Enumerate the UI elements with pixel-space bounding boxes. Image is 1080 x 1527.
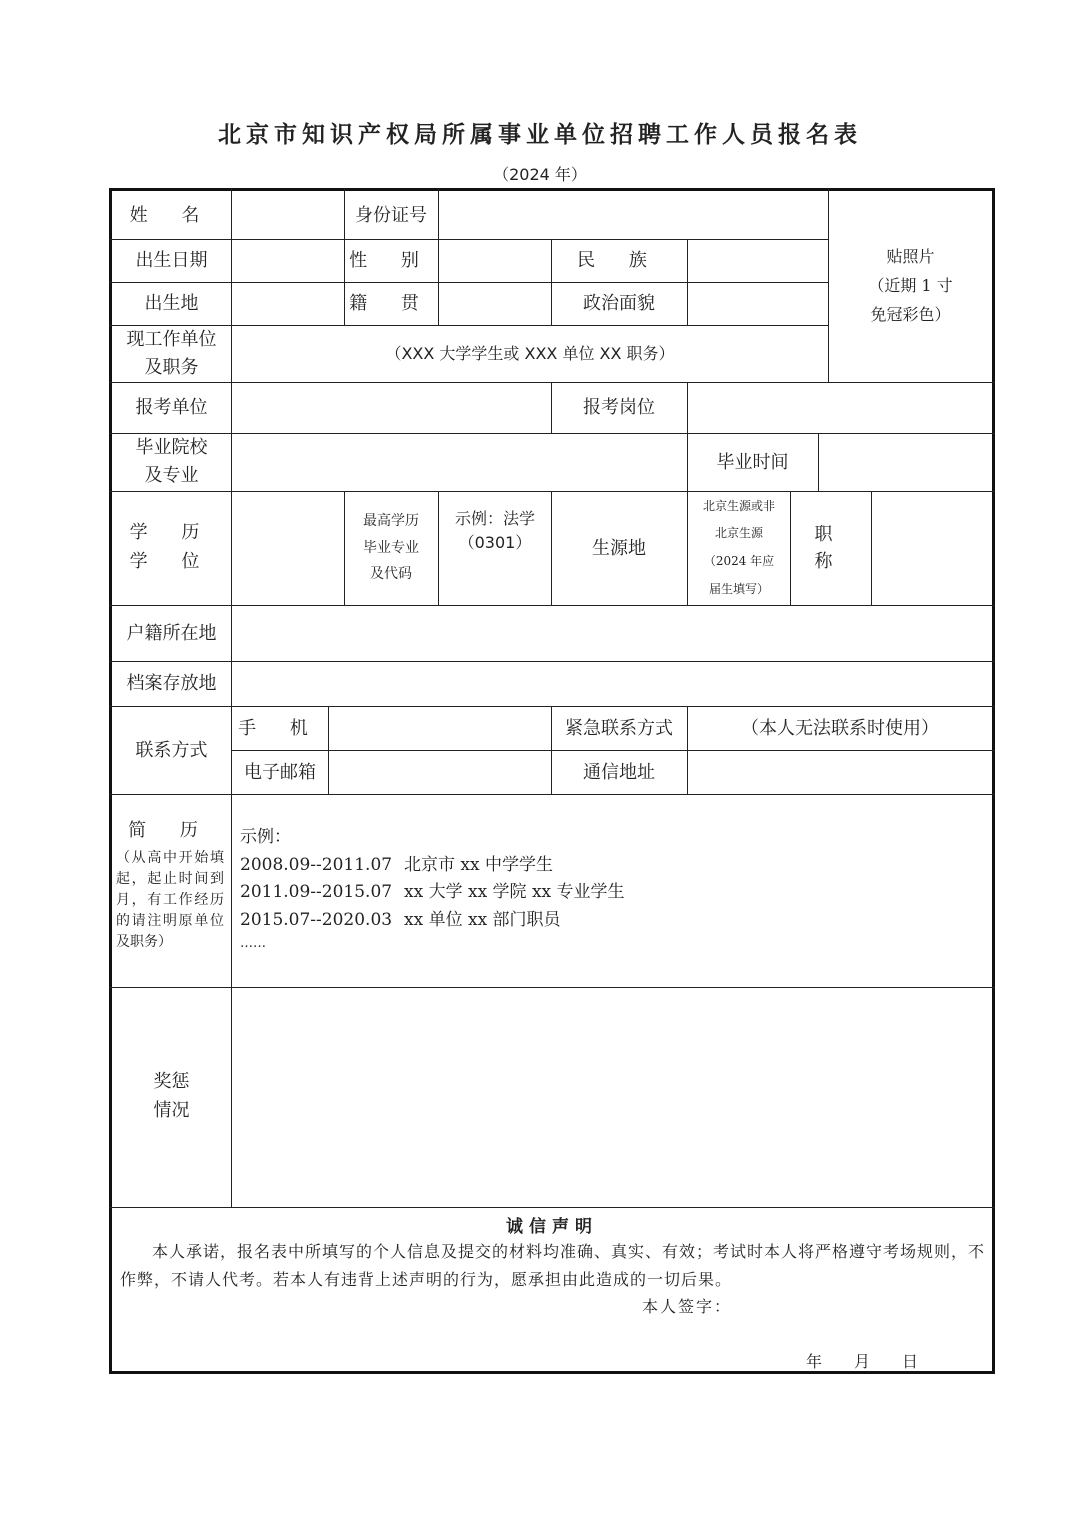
resume-ellipsis: ……: [240, 936, 266, 951]
major-code-label-line-2: 毕业专业: [363, 539, 419, 556]
ethnicity-input[interactable]: [688, 239, 828, 282]
origin-hint-line-1: 北京生源或非: [702, 498, 775, 513]
political-status-input[interactable]: [688, 282, 828, 325]
native-place-label: 籍 贯: [349, 293, 433, 314]
declaration-text: 本人承诺，报名表中所填写的个人信息及提交的材料均准确、真实、有效；考试时本人将严格遵守考场规则，不作弊，不请人代考。若本人有违背上述声明的行为，愿承担由此造成的一切后果。: [120, 1242, 986, 1289]
resume-label: [116, 816, 224, 953]
name-input[interactable]: [232, 191, 344, 239]
birthplace-input[interactable]: [232, 282, 344, 325]
id-number-input[interactable]: [439, 191, 828, 239]
resume-desc: xx 大学 xx 学院 xx 专业学生: [404, 882, 625, 902]
education-label-line-1: 学 历: [129, 522, 214, 544]
hukou-input[interactable]: [232, 605, 992, 661]
gender-label: 性 别: [349, 250, 433, 271]
grad-time-input[interactable]: [819, 433, 992, 491]
name-label: 姓 名: [129, 204, 214, 226]
origin-hint-line-3: （2024 年应: [703, 554, 775, 568]
grad-time-label: 毕业时间: [716, 451, 789, 473]
archive-label: 档案存放地: [126, 673, 217, 694]
date-month-label: 月: [854, 1352, 871, 1371]
contact-label: 联系方式: [135, 739, 208, 761]
archive-input[interactable]: [232, 661, 992, 706]
awards-label-line-1: 奖惩: [153, 1071, 190, 1093]
email-label: 电子邮箱: [244, 761, 316, 783]
work-unit-label-line-1: 现工作单位: [126, 328, 217, 350]
origin-label: 生源地: [592, 537, 646, 559]
apply-unit-input[interactable]: [232, 382, 551, 433]
form-title: 北京市知识产权局所属事业单位招聘工作人员报名表: [218, 122, 862, 148]
resume-heading: 简 历: [128, 820, 212, 841]
address-label: 通信地址: [583, 761, 655, 783]
resume-desc: 北京市 xx 中学学生: [404, 854, 553, 875]
major-code-label-line-3: 及代码: [370, 566, 412, 583]
major-code-label: [344, 491, 438, 605]
professional-title-label: 职 称: [814, 524, 847, 572]
form-year: （2024 年）: [493, 165, 587, 184]
ethnicity-label: 民 族: [577, 250, 661, 271]
apply-post-input[interactable]: [688, 382, 992, 433]
origin-hint-line-4: 届生填写）: [708, 581, 769, 596]
resume-example-label: 示例：: [240, 827, 291, 847]
political-status-label: 政治面貌: [583, 293, 655, 314]
hukou-label: 户籍所在地: [126, 622, 217, 644]
work-unit-label-line-2: 及职务: [144, 356, 199, 378]
address-input[interactable]: [688, 750, 992, 794]
resume-desc: xx 单位 xx 部门职员: [404, 909, 561, 930]
photo-line-1: 贴照片: [886, 247, 935, 267]
date-day-label: 日: [902, 1352, 919, 1371]
origin-input[interactable]: [688, 491, 790, 605]
education-label: [112, 491, 231, 605]
apply-post-label: 报考岗位: [583, 397, 655, 418]
id-number-label: 身份证号: [355, 204, 427, 226]
school-label-line-1: 毕业院校: [135, 437, 208, 459]
mobile-input[interactable]: [329, 706, 551, 750]
mobile-label: 手 机: [238, 717, 322, 739]
photo-box[interactable]: [829, 191, 992, 382]
resume-note: （从高中开始填起，起止时间到月，有工作经历的请注明原单位及职务）: [116, 850, 224, 950]
birth-date-label: 出生日期: [135, 250, 208, 271]
photo-line-2: （近期 1 寸: [868, 276, 953, 296]
resume-period: 2008.09--2011.07: [240, 854, 393, 875]
education-label-line-2: 学 位: [129, 551, 214, 572]
school-input[interactable]: [232, 433, 687, 491]
emergency-contact-input[interactable]: （本人无法联系时使用）: [741, 717, 939, 739]
apply-unit-label: 报考单位: [135, 397, 208, 418]
photo-line-3: 免冠彩色）: [870, 304, 951, 324]
native-place-input[interactable]: [439, 282, 551, 325]
major-code-example-line-1: 示例：法学: [454, 509, 535, 528]
emergency-contact-label: 紧急联系方式: [565, 717, 673, 739]
work-unit-input[interactable]: （XXX 大学学生或 XXX 单位 XX 职务）: [385, 343, 675, 363]
awards-input[interactable]: [232, 987, 992, 1207]
resume-entry: [240, 907, 625, 935]
school-label-line-2: 及专业: [144, 465, 199, 486]
declaration-title: 诚信声明: [506, 1217, 598, 1237]
origin-hint-line-2: 北京生源: [714, 526, 763, 541]
signature-label: 本人签字：: [642, 1297, 733, 1316]
work-unit-label: [112, 325, 231, 382]
resume-input[interactable]: [240, 824, 625, 954]
date-year-label: 年: [806, 1352, 823, 1371]
major-code-input[interactable]: [439, 491, 551, 605]
awards-label: [112, 987, 231, 1207]
major-code-example-line-2: （0301）: [458, 533, 532, 552]
major-code-label-line-1: 最高学历: [363, 513, 419, 530]
email-input[interactable]: [329, 750, 551, 794]
school-label: [112, 433, 231, 491]
resume-entry: [240, 852, 625, 880]
birth-date-input[interactable]: [232, 239, 344, 282]
birthplace-label: 出生地: [144, 293, 199, 314]
gender-input[interactable]: [439, 239, 551, 282]
resume-entry: [240, 879, 625, 907]
professional-title-input[interactable]: [872, 491, 992, 605]
resume-period: 2015.07--2020.03: [240, 909, 393, 930]
awards-label-line-2: 情况: [153, 1100, 190, 1121]
education-input[interactable]: [232, 491, 344, 605]
resume-period: 2011.09--2015.07: [240, 882, 393, 902]
